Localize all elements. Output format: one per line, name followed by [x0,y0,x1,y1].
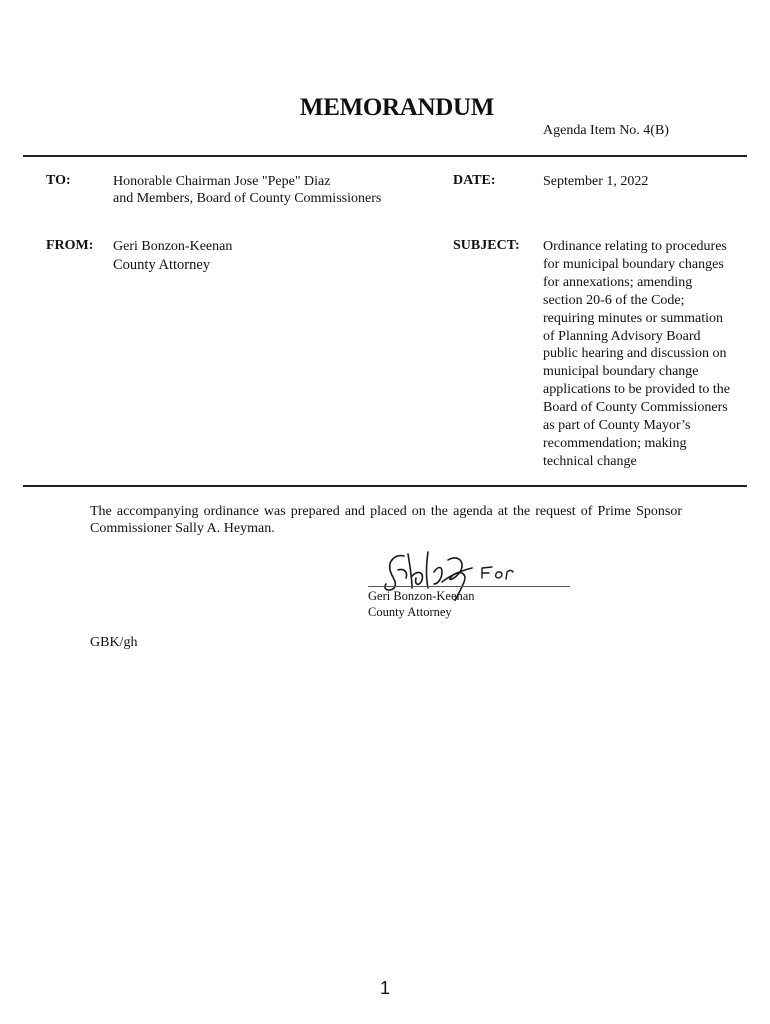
subject-line: Ordinance relating to procedures [543,239,727,254]
body-paragraph: The accompanying ordinance was prepared and placed on the agenda at the request of Prime Sponsor Commissioner Sally A. Heyman. [90,504,682,536]
top-divider [23,155,747,157]
from-title: County Attorney [113,257,211,273]
signature-block [368,548,573,628]
agenda-item-number: Agenda Item No. 4(B) [543,123,669,138]
to-line-2: and Members, Board of County Commissioners [113,191,382,206]
subject-line: for annexations; amending [543,274,693,290]
subject-line: municipal boundary change [543,364,699,380]
to-recipients [113,173,381,207]
signature-title: County Attorney [368,605,452,619]
subject-label: SUBJECT: [453,238,520,253]
subject-line: recommendation; making [543,435,687,451]
from-label: FROM: [46,238,94,253]
subject-line: for municipal boundary changes [543,256,724,272]
page-number: 1 [379,978,390,998]
typist-initials: GBK/gh [90,635,138,650]
bottom-divider [23,485,747,487]
subject-line: Board of County Commissioners [543,400,728,416]
subject-line: as part of County Mayor’s [543,418,691,434]
subject-line: technical change [543,453,637,469]
subject-line: of Planning Advisory Board [543,328,701,344]
subject-line: applications to be provided to the [543,382,731,398]
subject-text [543,238,758,471]
memo-title: MEMORANDUM [299,94,495,121]
from-sender [113,238,232,274]
signature-name: Geri Bonzon-Keenan [368,589,475,603]
signature-line [368,586,570,587]
to-line-1: Honorable Chairman Jose "Pepe" Diaz [113,174,331,189]
from-name: Geri Bonzon-Keenan [113,239,233,254]
subject-line: public hearing and discussion on [543,346,727,362]
to-label: TO: [46,173,71,188]
subject-line: requiring minutes or summation [543,310,724,326]
subject-line: section 20-6 of the Code; [543,292,685,308]
date-value: September 1, 2022 [543,174,649,189]
date-label: DATE: [453,173,496,188]
